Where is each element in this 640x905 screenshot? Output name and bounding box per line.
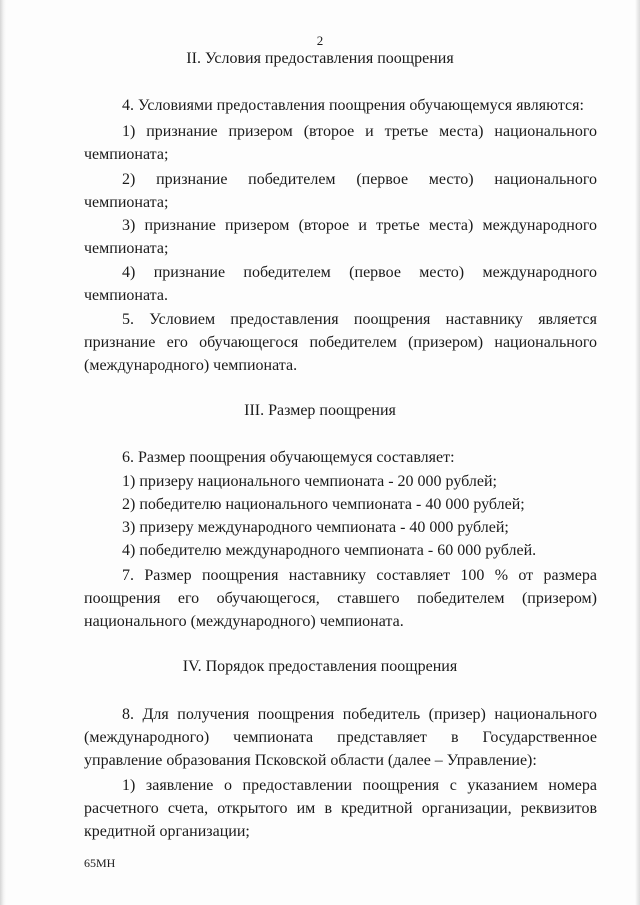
item-4-2-line-1: 2) признание победителем (первое место) национального (122, 171, 597, 188)
paragraph-8-line-3: управление образования Псковской области (далее – Управление): (84, 752, 537, 769)
paragraph-8-line-2: (международного) чемпионата представляет в Государственное (84, 729, 597, 746)
size-item-1: 1) призеру национального чемпионата - 20 000 рублей; (122, 473, 497, 490)
item-4-4-line-2: чемпионата. (84, 287, 168, 304)
item-4-1-line-1: 1) признание призером (второе и третье места) национального (122, 123, 597, 140)
paragraph-7-line-3: национального (международного) чемпионата. (84, 613, 404, 630)
scan-edge-right (635, 0, 640, 905)
paragraph-7-line-2: поощрения его обучающегося, ставшего победителем (призером) (84, 590, 597, 607)
item-4-2-line-2: чемпионата; (84, 194, 169, 211)
item-4-3-line-2: чемпионата; (84, 240, 169, 257)
section-4-heading: IV. Порядок предоставления поощрения (182, 658, 458, 675)
paragraph-5-line-1: 5. Условием предоставления поощрения наставнику является (122, 311, 597, 328)
size-item-3: 3) призеру международного чемпионата - 40 000 рублей; (122, 519, 509, 536)
size-item-4: 4) победителю международного чемпионата - 60 000 рублей. (122, 542, 537, 559)
item-4-4-line-1: 4) признание победителем (первое место) международного (122, 264, 597, 281)
size-item-2: 2) победителю национального чемпионата - 40 000 рублей; (122, 496, 525, 513)
item-8-1-line-3: кредитной организации; (84, 823, 250, 840)
item-4-3-line-1: 3) признание призером (второе и третье места) международного (122, 217, 597, 234)
section-2-heading: II. Условия предоставления поощрения (186, 50, 454, 67)
paragraph-7-line-1: 7. Размер поощрения наставнику составляет 100 % от размера (122, 567, 597, 584)
footer-code: 65МН (84, 856, 116, 870)
paragraph-5-line-3: (международного) чемпионата. (84, 357, 298, 374)
paragraph-8-line-1: 8. Для получения поощрения победитель (призер) национального (122, 706, 597, 723)
section-3-heading: III. Размер поощрения (244, 402, 396, 419)
paragraph-5-line-2: признание его обучающегося победителем (призером) национального (84, 334, 597, 351)
paragraph-6-line-1: 6. Размер поощрения обучающемуся составляет: (122, 449, 455, 466)
item-8-1-line-2: расчетного счета, открытого им в кредитной организации, реквизитов (84, 800, 597, 817)
paragraph-4-line-1: 4. Условиями предоставления поощрения обучающемуся являются: (122, 97, 584, 114)
item-4-1-line-2: чемпионата; (84, 146, 169, 163)
scan-edge-left (0, 0, 6, 905)
item-8-1-line-1: 1) заявление о предоставлении поощрения с указанием номера (122, 777, 597, 794)
page-number: 2 (316, 33, 324, 48)
